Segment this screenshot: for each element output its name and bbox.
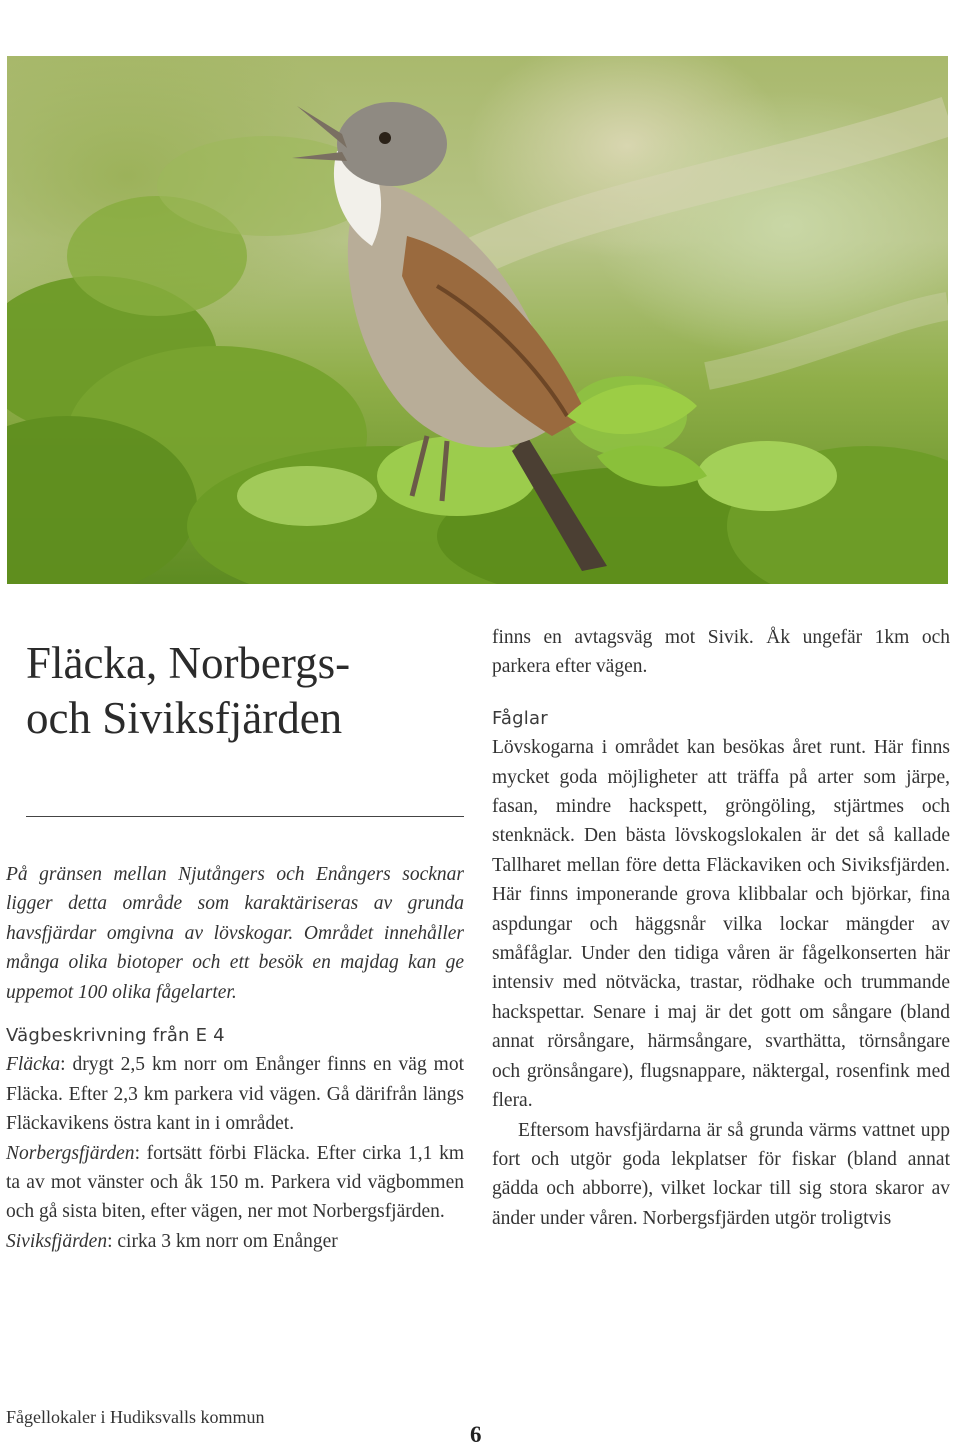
page-number: 6 — [470, 1422, 482, 1447]
route-heading: Vägbeskrivning från E 4 — [6, 1025, 225, 1047]
bird-photo — [7, 56, 948, 584]
route-norbergs — [6, 1139, 464, 1227]
warbler-illustration — [7, 56, 948, 584]
page-title — [26, 636, 466, 746]
route-flacka-text: : drygt 2,5 km norr om Enånger finns en väg mot Fläcka. Efter 2,3 km parkera vid vägen. Gå därifrån längs Fläckavikens östra kant in i området. — [6, 1054, 464, 1135]
route-siviks — [6, 1227, 464, 1256]
route-siviks-text: : cirka 3 km norr om Enånger — [107, 1230, 338, 1252]
route-continued: finns en avtagsväg mot Sivik. Åk ungefär 1km och parkera efter vägen. — [492, 627, 950, 678]
title-line-2: och Siviksfjärden — [26, 693, 343, 743]
faglar-paragraph-1: Lövskogarna i området kan besökas året runt. Här finns mycket goda möjligheter att träffa på arter som järpe, fasan, mindre hackspett, gröngöling, stjärtmes och stenknäck. Den bästa lövskogslokalen är det så kallade Tallharet mellan före detta Fläckaviken och Siviksfjärden. Här finns imponerande grova klibbalar och björkar, fina aspdungar och häggsnår vilka lockar mängder av småfåglar. Under den tidiga våren är fågelkonserten här intensiv med nötväcka, trastar, rödhake och trummande hackspettar. Senare i maj är det gott om sångare (bland annat rörsångare, härmsångare, svarthätta, törnsångare och grönsångare), flugsnappare, näktergal, rosenfink med flera. — [492, 737, 950, 1112]
faglar-paragraph-2: Eftersom havsfjärdarna är så grunda värms vattnet upp fort och utgör goda lekplatser för fiskar (bland annat gädda och abborre), vilket lockar till sig stora skaror av änder under våren. Norbergsfjärden utgör troligtvis — [492, 1119, 950, 1229]
title-divider — [26, 816, 464, 817]
intro-paragraph: På gränsen mellan Njutångers och Enångers socknar ligger detta område som karaktäriseras av grunda havsfjärdar omgivna av lövskogar. Området innehåller många olika biotoper och ett besök en majdag kan ge uppemot 100 olika fågelarter. — [6, 864, 464, 1003]
route-flacka — [6, 1050, 464, 1138]
title-line-1: Fläcka, Norbergs- — [26, 638, 351, 688]
route-flacka-label: Fläcka — [6, 1054, 61, 1076]
route-siviks-label: Siviksfjärden — [6, 1230, 108, 1252]
right-column — [492, 623, 950, 1233]
footer-text: Fågellokaler i Hudiksvalls kommun — [6, 1407, 265, 1427]
route-norbergs-text: : fortsätt förbi Fläcka. Efter cirka 1,1 km ta av mot vänster och åk 150 m. Parkera vid vägbommen och gå sista biten, efter vägen, ner mot Norbergsfjärden. — [6, 1142, 464, 1223]
faglar-heading: Fåglar — [492, 707, 548, 729]
route-norbergs-label: Norbergsfjärden — [6, 1142, 135, 1164]
left-column — [6, 860, 464, 1256]
